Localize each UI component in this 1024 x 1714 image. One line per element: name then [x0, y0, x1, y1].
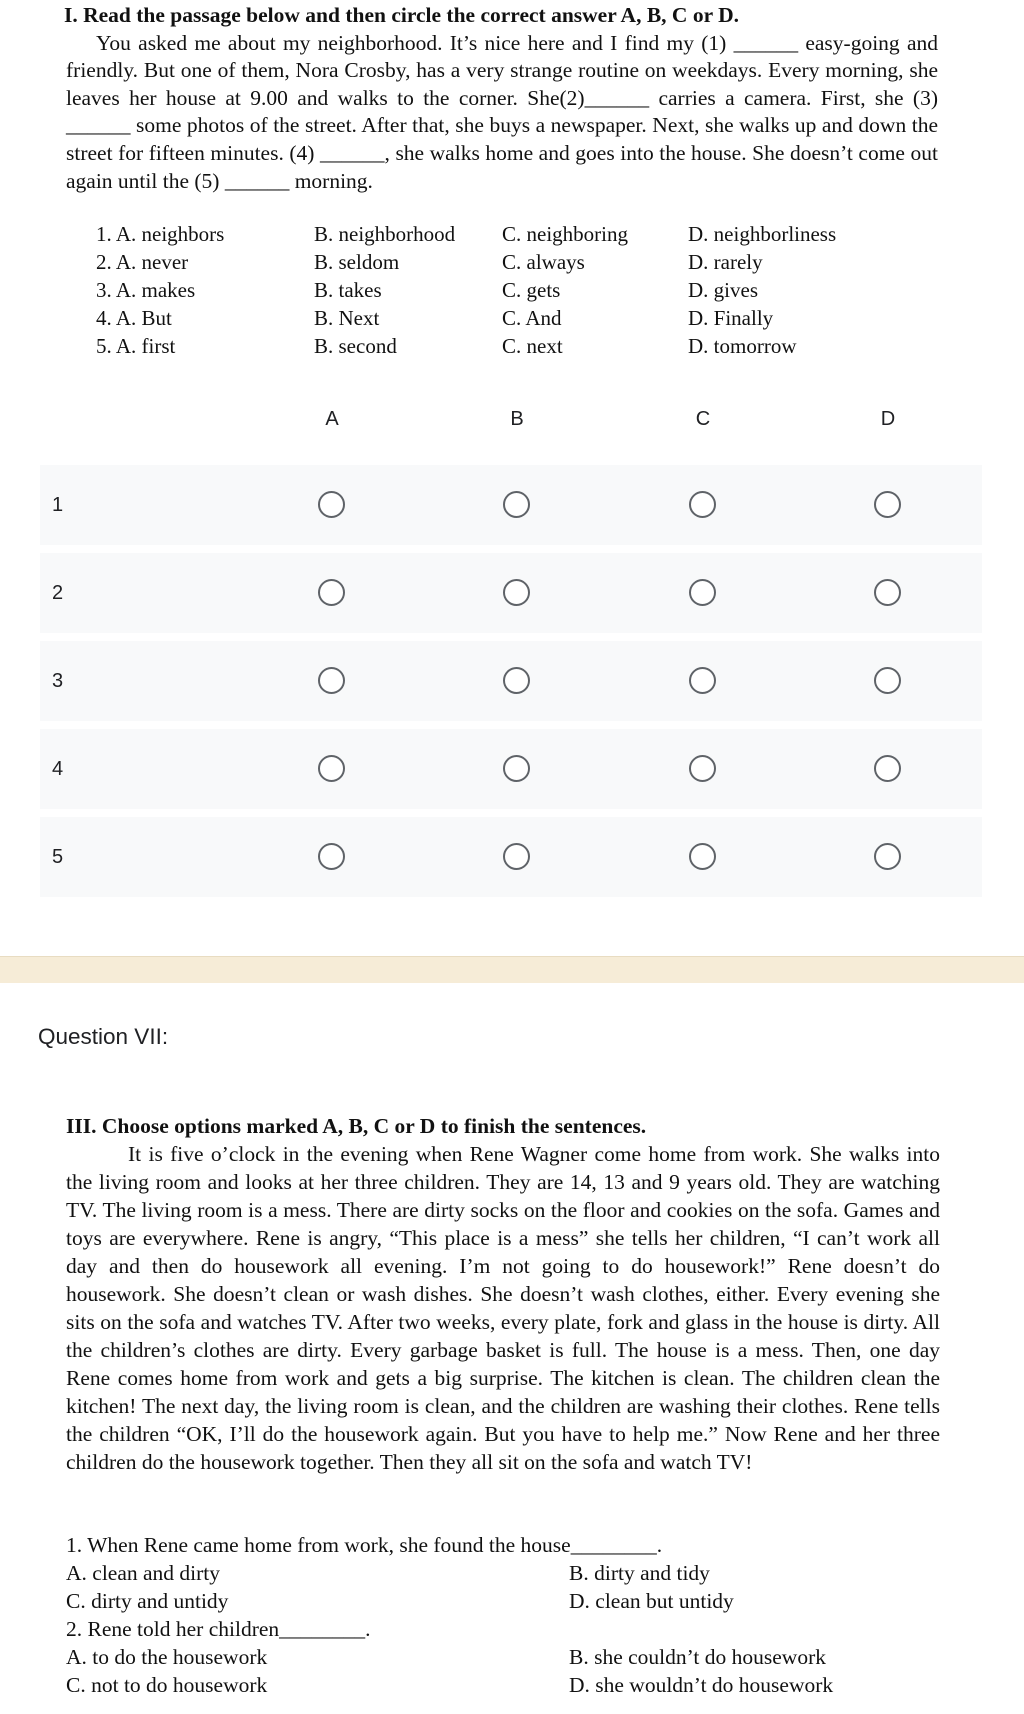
radio-3-d[interactable] [874, 667, 901, 694]
radio-1-b[interactable] [503, 491, 530, 518]
radio-4-d[interactable] [874, 755, 901, 782]
radio-2-a[interactable] [318, 579, 345, 606]
section-3-title: III. Choose options marked A, B, C or D to finish the sentences. [66, 1114, 647, 1138]
option-text: 4. A. But [96, 306, 172, 330]
option-text: C. gets [502, 278, 561, 302]
grid-row-label: 3 [52, 670, 64, 692]
option-text: B. takes [314, 278, 382, 302]
option-text: 5. A. first [96, 334, 176, 358]
question-1-option-d: D. clean but untidy [569, 1589, 734, 1613]
option-text: D. tomorrow [688, 334, 797, 358]
option-text: D. neighborliness [688, 222, 837, 246]
section-1-title: I. Read the passage below and then circle the correct answer A, B, C or D. [64, 3, 740, 27]
radio-5-c[interactable] [689, 843, 716, 870]
question-2-option-d: D. she wouldn’t do housework [569, 1673, 834, 1697]
radio-5-d[interactable] [874, 843, 901, 870]
grid-row-5 [40, 817, 982, 897]
grid-column-header: D [880, 408, 896, 430]
radio-2-d[interactable] [874, 579, 901, 606]
grid-row-label: 4 [52, 758, 64, 780]
section-divider [0, 956, 1024, 983]
question-2-option-c: C. not to do housework [66, 1673, 268, 1697]
option-text: B. seldom [314, 250, 400, 274]
radio-5-b[interactable] [503, 843, 530, 870]
option-text: C. And [502, 306, 562, 330]
question-2-option-b: B. she couldn’t do housework [569, 1645, 826, 1669]
radio-1-a[interactable] [318, 491, 345, 518]
question-title: Question VII: [38, 1024, 169, 1049]
radio-3-b[interactable] [503, 667, 530, 694]
option-text: 2. A. never [96, 250, 189, 274]
option-text: D. rarely [688, 250, 763, 274]
question-1-stem: 1. When Rene came home from work, she found the house________. [66, 1533, 663, 1557]
passage-1-text: You asked me about my neighborhood. It’s nice here and I find my (1) ______ easy-going and friendly. But one of them, Nora Crosby, has a very strange routine on weekdays. Every morning, she leaves her house at 9.00 and walks to the corner. She(2)______ carries a camera. First, she (3) ______ some photos of the street. After that, she buys a newspaper. Next, she walks up and down the street for fifteen minutes. (4) ______, she walks home and goes into the house. She doesn’t come out again until the (5) ______ morning. [66, 30, 938, 193]
option-text: B. second [314, 334, 397, 358]
radio-4-a[interactable] [318, 755, 345, 782]
option-text: B. neighborhood [314, 222, 456, 246]
radio-3-c[interactable] [689, 667, 716, 694]
question-1-option-a: A. clean and dirty [66, 1561, 221, 1585]
radio-4-c[interactable] [689, 755, 716, 782]
question-2-option-a: A. to do the housework [66, 1645, 268, 1669]
option-text: C. next [502, 334, 563, 358]
option-text: C. neighboring [502, 222, 628, 246]
option-text: C. always [502, 250, 585, 274]
passage-2-text: It is five o’clock in the evening when Rene Wagner come home from work. She walks into the living room and looks at her three children. They are 14, 13 and 9 years old. They are watching TV. The living room is a mess. There are dirty socks on the floor and cookies on the sofa. Games and toys are everywhere. Rene is angry, “This place is a mess” she tells her children, “I can’t work all day and then do housework all evening. I’m not going to do housework!” Rene doesn’t do housework. She doesn’t clean or wash dishes. She doesn’t wash clothes, either. Every evening she sits on the sofa and watches TV. After two weeks, every plate, fork and glass in the house is dirty. All the children’s clothes are dirty. Every garbage basket is full. The house is a mess. Then, one day Rene comes home from work and gets a big surprise. The kitchen is clean. The children clean the kitchen! The next day, the living room is clean, and the children are washing their clothes. Rene tells the children “OK, I’ll do the housework again. But you have to help me.” Now Rene and her three children do the housework together. Then they all sit on the sofa and watch TV! [66, 1142, 940, 1474]
question-1-option-b: B. dirty and tidy [569, 1561, 710, 1585]
radio-2-b[interactable] [503, 579, 530, 606]
radio-2-c[interactable] [689, 579, 716, 606]
grid-row-4 [40, 729, 982, 809]
radio-4-b[interactable] [503, 755, 530, 782]
grid-row-label: 1 [52, 494, 64, 516]
question-2-stem: 2. Rene told her children________. [66, 1617, 371, 1641]
grid-row-label: 2 [52, 582, 64, 604]
radio-1-d[interactable] [874, 491, 901, 518]
question-1-option-c: C. dirty and untidy [66, 1589, 229, 1613]
reading-passage-1 [66, 2, 938, 195]
grid-row-2 [40, 553, 982, 633]
radio-5-a[interactable] [318, 843, 345, 870]
option-text: B. Next [314, 306, 380, 330]
grid-column-header: B [510, 408, 524, 430]
option-text: D. Finally [688, 306, 774, 330]
grid-row-1 [40, 465, 982, 545]
grid-column-header: A [325, 408, 339, 430]
grid-column-header: C [695, 408, 711, 430]
radio-1-c[interactable] [689, 491, 716, 518]
reading-passage-2 [66, 1112, 940, 1476]
option-text: 3. A. makes [96, 278, 196, 302]
option-text: D. gives [688, 278, 758, 302]
radio-3-a[interactable] [318, 667, 345, 694]
grid-row-label: 5 [52, 846, 64, 868]
option-text: 1. A. neighbors [96, 222, 225, 246]
grid-row-3 [40, 641, 982, 721]
